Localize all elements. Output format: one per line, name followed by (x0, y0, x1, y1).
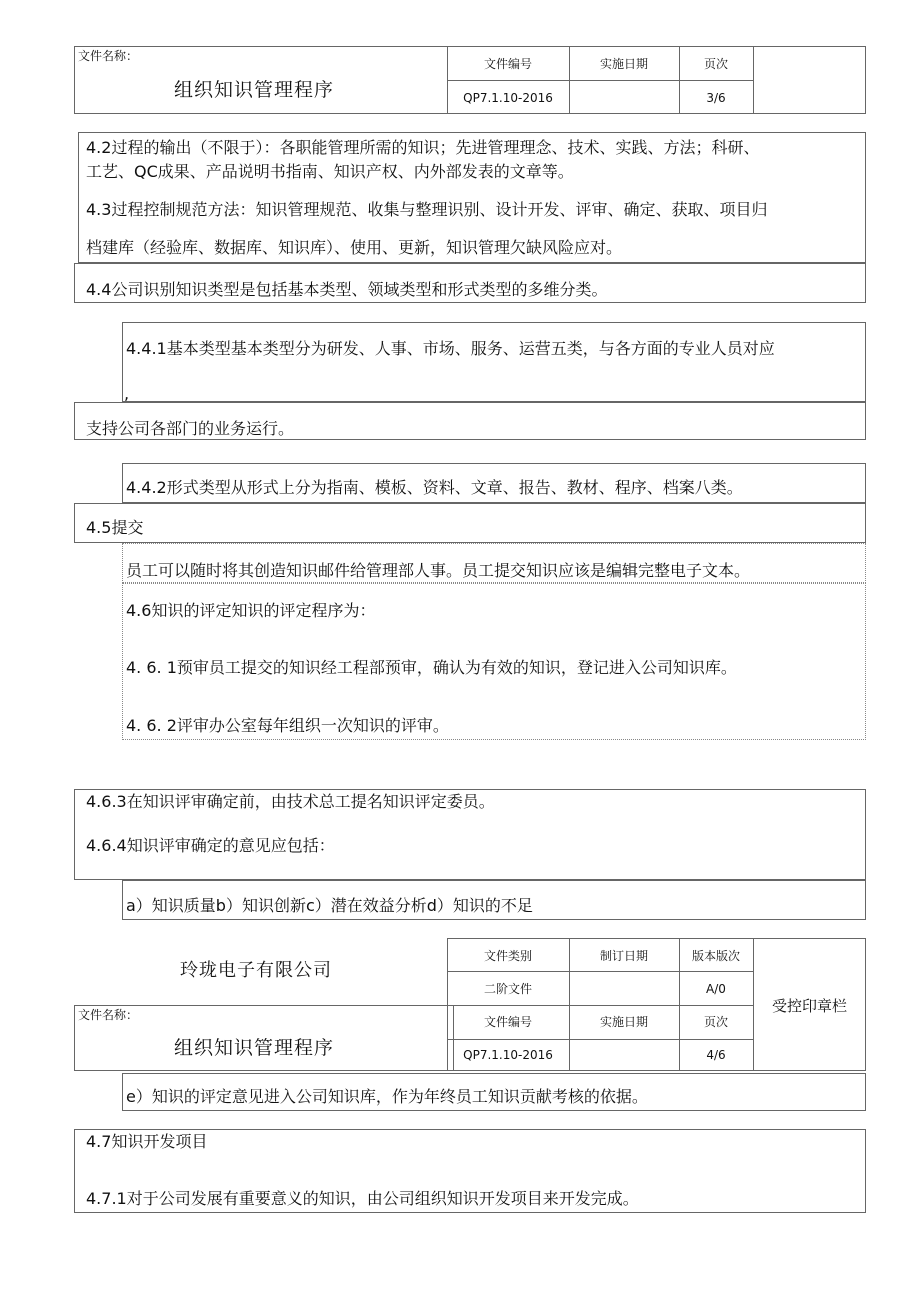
para-4-6-2: 4. 6. 2评审办公室每年组织一次知识的评审。 (126, 716, 449, 735)
file-name-label: 文件名称： (78, 1008, 139, 1022)
file-name-label: 文件名称： (78, 49, 139, 63)
para-4-2-line2: 工艺、QC成果、产品说明书指南、知识产权、内外部发表的文章等。 (86, 162, 574, 181)
doc-type: 二阶文件 (483, 982, 532, 996)
col-doc-no: 文件编号 (483, 1015, 532, 1029)
page-number: 4/6 (706, 1048, 726, 1062)
doc-no: QP7.1.10-2016 (463, 1048, 553, 1062)
para-4-6-1: 4. 6. 1预审员工提交的知识经工程部预审，确认为有效的知识，登记进入公司知识库。 (126, 658, 737, 677)
version: A/0 (706, 982, 726, 996)
para-4-6-4-e: e）知识的评定意见进入公司知识库，作为年终员工知识贡献考核的依据。 (126, 1087, 648, 1106)
doc-title: 组织知识管理程序 (174, 1037, 335, 1059)
section-4-5 (74, 503, 866, 543)
section-4-4-1 (122, 322, 866, 402)
col-impl-date: 实施日期 (599, 57, 648, 71)
para-4-6-4-items: a）知识质量b）知识创新c）潜在效益分析d）知识的不足 (126, 896, 533, 915)
heading-4-6: 4.6知识的评定知识的评定程序为： (126, 601, 376, 620)
col-rev-date: 制订日期 (599, 949, 648, 963)
controlled-stamp-label: 受控印章栏 (771, 997, 847, 1015)
col-page: 页次 (703, 1015, 728, 1029)
heading-4-5: 4.5提交 (86, 518, 144, 537)
para-4-4-1-line1: 4.4.1基本类型基本类型分为研发、人事、市场、服务、运营五类，与各方面的专业人员对应 (126, 339, 775, 358)
heading-4-7: 4.7知识开发项目 (86, 1132, 208, 1151)
company-name: 玲珑电子有限公司 (180, 960, 332, 981)
para-4-4-2: 4.4.2形式类型从形式上分为指南、模板、资料、文章、报告、教材、程序、档案八类。 (126, 478, 743, 497)
para-4-4-1-comma: , (124, 384, 130, 403)
para-4-6-4: 4.6.4知识评审确定的意见应包括： (86, 836, 335, 855)
para-4-6-3: 4.6.3在知识评审确定前，由技术总工提名知识评定委员。 (86, 792, 495, 811)
para-4-5: 员工可以随时将其创造知识邮件给管理部人事。员工提交知识应该是编辑完整电子文本。 (126, 561, 751, 580)
doc-no: QP7.1.10-2016 (463, 91, 553, 105)
para-4-4-1-line2: 支持公司各部门的业务运行。 (86, 419, 295, 438)
doc-title: 组织知识管理程序 (174, 79, 335, 101)
col-page: 页次 (703, 57, 728, 71)
col-impl-date: 实施日期 (599, 1015, 648, 1029)
col-doc-type: 文件类别 (483, 949, 532, 963)
para-4-7-1: 4.7.1对于公司发展有重要意义的知识，由公司组织知识开发项目来开发完成。 (86, 1189, 639, 1208)
page-number: 3/6 (706, 91, 726, 105)
para-4-3-line1: 4.3过程控制规范方法：知识管理规范、收集与整理识别、设计开发、评审、确定、获取、项目归 (86, 200, 768, 219)
col-doc-no: 文件编号 (483, 57, 532, 71)
col-version: 版本版次 (691, 949, 740, 963)
para-4-4: 4.4公司识别知识类型是包括基本类型、领域类型和形式类型的多维分类。 (86, 280, 608, 299)
para-4-3-line2: 档建库（经验库、数据库、知识库）、使用、更新，知识管理欠缺风险应对。 (86, 238, 623, 257)
para-4-2-line1: 4.2过程的输出（不限于）：各职能管理所需的知识；先进管理理念、技术、实践、方法；科研、 (86, 138, 760, 157)
